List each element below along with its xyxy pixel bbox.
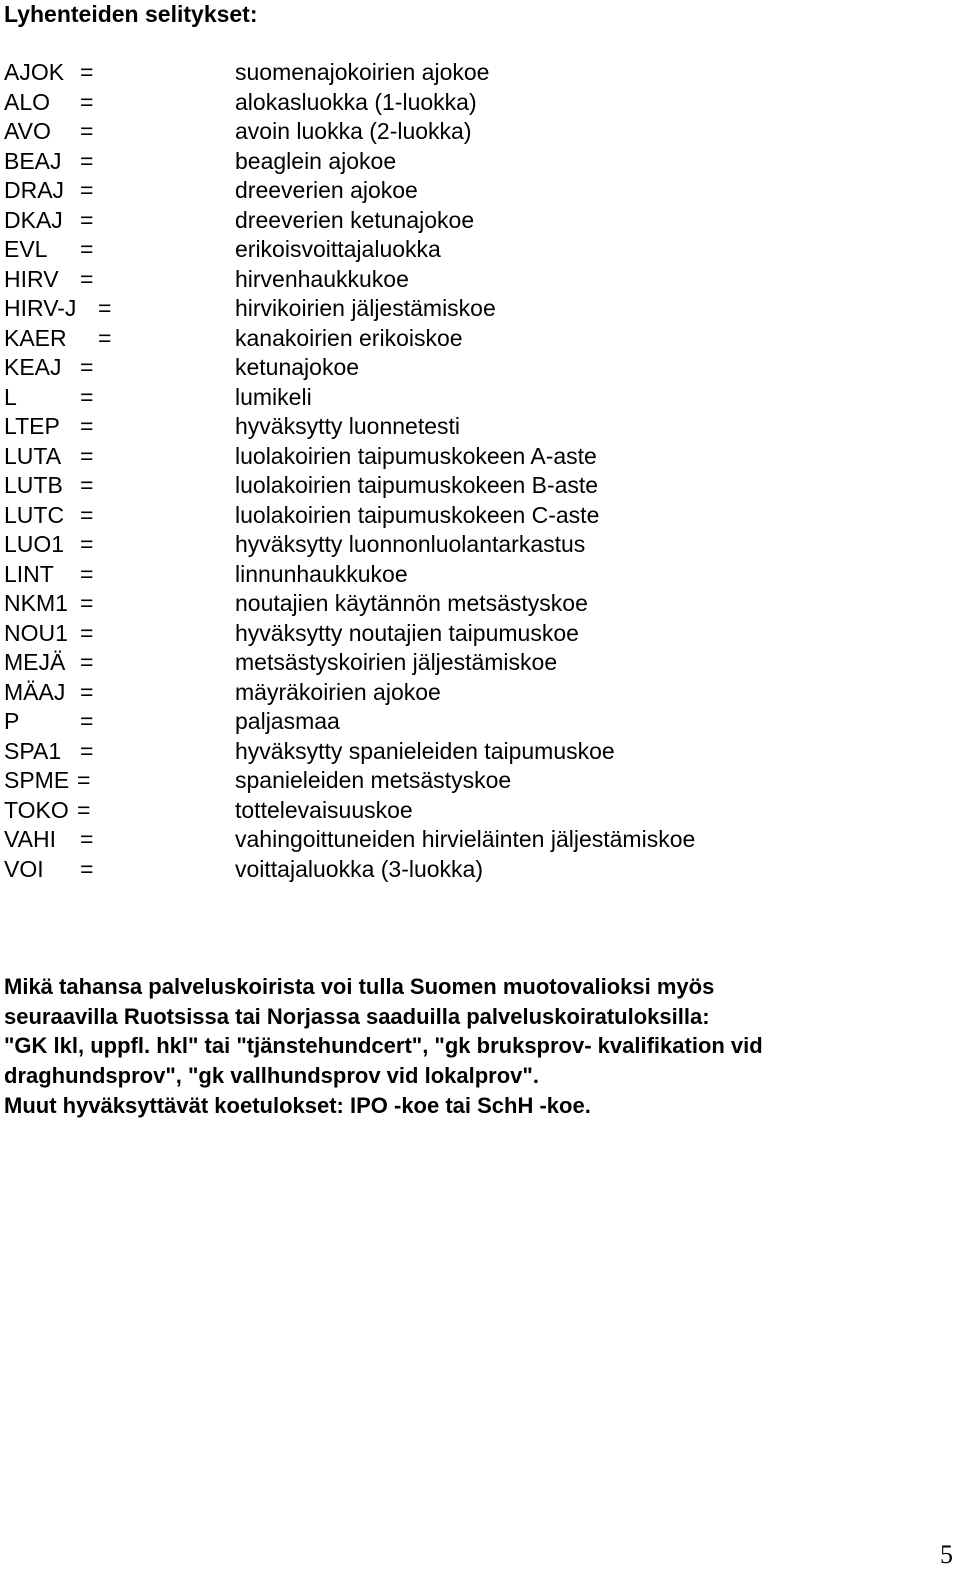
definition: mäyräkoirien ajokoe: [235, 678, 441, 705]
note-line: seuraavilla Ruotsissa tai Norjassa saaduilla palveluskoiratuloksilla:: [4, 1003, 710, 1029]
glossary-row: [4, 766, 944, 796]
equals-sign: =: [80, 472, 94, 498]
glossary-row: [4, 206, 944, 236]
glossary-row: [4, 383, 944, 413]
glossary-row: [4, 176, 944, 206]
definition: beaglein ajokoe: [235, 147, 397, 174]
definition: noutajien käytännön metsästyskoe: [235, 590, 588, 616]
glossary-row: [4, 294, 944, 324]
champion-title-note: [4, 972, 944, 1121]
equals-sign: =: [77, 767, 91, 793]
glossary-row: [4, 471, 944, 501]
equals-sign: =: [80, 413, 94, 439]
definition: hirvikoirien jäljestämiskoe: [235, 295, 496, 321]
abbreviation: AVO: [4, 118, 51, 144]
abbreviation: MEJÄ: [4, 649, 66, 675]
definition: luolakoirien taipumuskokeen C-aste: [235, 501, 600, 528]
glossary-row: [4, 58, 944, 88]
glossary-row: [4, 265, 944, 295]
definition: tottelevaisuuskoe: [235, 796, 413, 823]
glossary-row: [4, 855, 944, 885]
equals-sign: =: [80, 855, 94, 882]
equals-sign: =: [77, 796, 91, 823]
abbreviation: NKM1: [4, 590, 68, 616]
definition: hyväksytty spanieleiden taipumuskoe: [235, 737, 615, 764]
equals-sign: =: [80, 826, 94, 852]
equals-sign: =: [80, 147, 94, 174]
equals-sign: =: [80, 59, 94, 85]
note-line: Mikä tahansa palveluskoirista voi tulla Suomen muotovalioksi myös: [4, 974, 715, 999]
glossary-row: [4, 117, 944, 147]
definition: suomenajokoirien ajokoe: [235, 59, 490, 85]
equals-sign: =: [80, 383, 94, 410]
abbreviation: HIRV: [4, 265, 59, 292]
definition: dreeverien ketunajokoe: [235, 206, 475, 233]
equals-sign: =: [80, 708, 94, 734]
glossary-row: [4, 560, 944, 590]
abbreviation: MÄAJ: [4, 678, 66, 705]
equals-sign: =: [80, 501, 94, 528]
definition: metsästyskoirien jäljestämiskoe: [235, 649, 558, 675]
definition: linnunhaukkukoe: [235, 560, 408, 587]
definition: luolakoirien taipumuskokeen B-aste: [235, 472, 599, 498]
glossary-row: [4, 412, 944, 442]
equals-sign: =: [80, 88, 94, 115]
definition: voittajaluokka (3-luokka): [235, 855, 484, 882]
abbreviation: LTEP: [4, 413, 60, 439]
abbreviation: NOU1: [4, 619, 68, 646]
equals-sign: =: [80, 560, 94, 587]
abbreviation: VOI: [4, 855, 44, 882]
equals-sign: =: [80, 737, 94, 764]
definition: alokasluokka (1-luokka): [235, 88, 477, 115]
abbreviation: LUO1: [4, 531, 65, 557]
glossary-row: [4, 442, 944, 472]
abbreviation: LUTA: [4, 442, 62, 469]
abbreviation: AJOK: [4, 59, 65, 85]
definition: avoin luokka (2-luokka): [235, 118, 472, 144]
equals-sign: =: [80, 265, 94, 292]
glossary-row: [4, 235, 944, 265]
abbreviation: DKAJ: [4, 206, 63, 233]
abbreviation: KAER: [4, 324, 67, 351]
abbreviation: L: [4, 383, 17, 410]
abbreviation: KEAJ: [4, 354, 62, 380]
definition: erikoisvoittajaluokka: [235, 236, 441, 262]
equals-sign: =: [80, 206, 94, 233]
glossary-row: [4, 796, 944, 826]
glossary-row: [4, 707, 944, 737]
abbreviation: HIRV-J: [4, 295, 77, 321]
equals-sign: =: [80, 619, 94, 646]
glossary-row: [4, 737, 944, 767]
equals-sign: =: [80, 236, 94, 262]
glossary-row: [4, 648, 944, 678]
equals-sign: =: [80, 649, 94, 675]
abbreviation: SPME: [4, 767, 70, 793]
equals-sign: =: [80, 118, 94, 144]
glossary-row: [4, 501, 944, 531]
glossary-row: [4, 530, 944, 560]
definition: hirvenhaukkukoe: [235, 265, 409, 292]
page-heading: Lyhenteiden selitykset:: [4, 1, 258, 27]
definition: kanakoirien erikoiskoe: [235, 324, 463, 351]
definition: dreeverien ajokoe: [235, 177, 418, 203]
definition: ketunajokoe: [235, 354, 360, 380]
definition: luolakoirien taipumuskokeen A-aste: [235, 442, 597, 469]
glossary-row: [4, 619, 944, 649]
definition: vahingoittuneiden hirvieläinten jäljestämiskoe: [235, 826, 696, 852]
abbreviation: LINT: [4, 560, 54, 587]
abbreviation: VAHI: [4, 826, 56, 852]
definition: hyväksytty noutajien taipumuskoe: [235, 619, 579, 646]
abbreviation: SPA1: [4, 737, 62, 764]
abbreviation: LUTB: [4, 472, 63, 498]
abbreviation: EVL: [4, 236, 48, 262]
definition: paljasmaa: [235, 708, 340, 734]
glossary-row: [4, 589, 944, 619]
equals-sign: =: [80, 442, 94, 469]
definition: hyväksytty luonnonluolantarkastus: [235, 531, 586, 557]
note-line: draghundsprov", "gk vallhundsprov vid lokalprov".: [4, 1063, 539, 1089]
abbreviation: DRAJ: [4, 177, 65, 203]
equals-sign: =: [80, 531, 94, 557]
note-line: Muut hyväksyttävät koetulokset: IPO -koe tai SchH -koe.: [4, 1092, 591, 1118]
definition: spanieleiden metsästyskoe: [235, 767, 512, 793]
equals-sign: =: [98, 295, 112, 321]
equals-sign: =: [98, 324, 112, 351]
abbreviation: P: [4, 708, 20, 734]
glossary-row: [4, 147, 944, 177]
abbreviation: BEAJ: [4, 147, 62, 174]
equals-sign: =: [80, 590, 94, 616]
note-line: "GK lkl, uppfl. hkl" tai "tjänstehundcert", "gk bruksprov- kvalifikation vid: [4, 1033, 763, 1059]
definition: hyväksytty luonnetesti: [235, 413, 461, 439]
equals-sign: =: [80, 177, 94, 203]
definition: lumikeli: [235, 383, 312, 410]
glossary-row: [4, 678, 944, 708]
equals-sign: =: [80, 678, 94, 705]
page-number: 5: [940, 1540, 953, 1569]
abbreviation: ALO: [4, 88, 51, 115]
glossary-row: [4, 88, 944, 118]
abbreviation: TOKO: [4, 796, 69, 823]
glossary-row: [4, 825, 944, 855]
glossary-row: [4, 324, 944, 354]
equals-sign: =: [80, 354, 94, 380]
glossary-row: [4, 353, 944, 383]
abbreviation: LUTC: [4, 501, 65, 528]
abbreviation-list: [4, 58, 944, 884]
